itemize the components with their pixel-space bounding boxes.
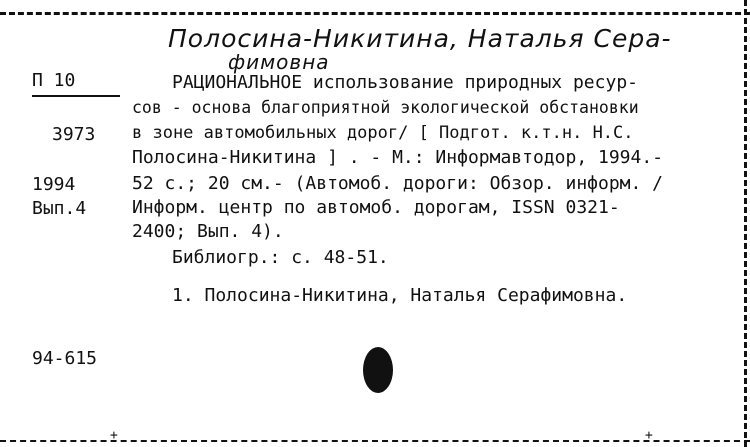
tick-mark: + <box>645 428 653 443</box>
body-line-6: Информ. центр по автомоб. дорогам, ISSN 0321- <box>132 197 620 218</box>
body-line-7: 2400; Вып. 4). <box>132 221 284 242</box>
body-line-1: РАЦИОНАЛЬНОЕ использование природных ресур- <box>172 72 638 93</box>
body-line-5: 52 с.; 20 см.- (Автомоб. дороги: Обзор. информ. / <box>132 173 664 194</box>
call-number-issue: Вып.4 <box>32 198 87 219</box>
call-number-year: 1994 <box>32 174 76 195</box>
call-number-number: 3973 <box>52 124 96 145</box>
call-number-class: П 10 <box>32 70 76 91</box>
bibliography-line: Библиогр.: с. 48-51. <box>172 247 389 268</box>
body-line-4: Полосина-Никитина ] . - М.: Информавтодор, 1994.- <box>132 147 664 168</box>
handwritten-author-line1: Полосина-Никитина, Наталья Сера- <box>168 24 672 53</box>
card-punch-hole <box>363 347 393 393</box>
card-right-border <box>744 0 747 447</box>
body-line-3: в зоне автомобильных дорог/ [ Подгот. к.т.н. Н.С. <box>132 123 634 143</box>
tick-mark: + <box>110 428 118 443</box>
body-line-2: сов - основа благоприятной экологической обстановки <box>132 98 639 117</box>
call-number-rule <box>32 95 120 97</box>
subject-heading: 1. Полосина-Никитина, Наталья Серафимовна. <box>172 285 628 306</box>
accession-number: 94-615 <box>32 348 98 369</box>
handwritten-author-line2: фимовна <box>228 50 330 74</box>
card-top-border <box>0 12 750 15</box>
